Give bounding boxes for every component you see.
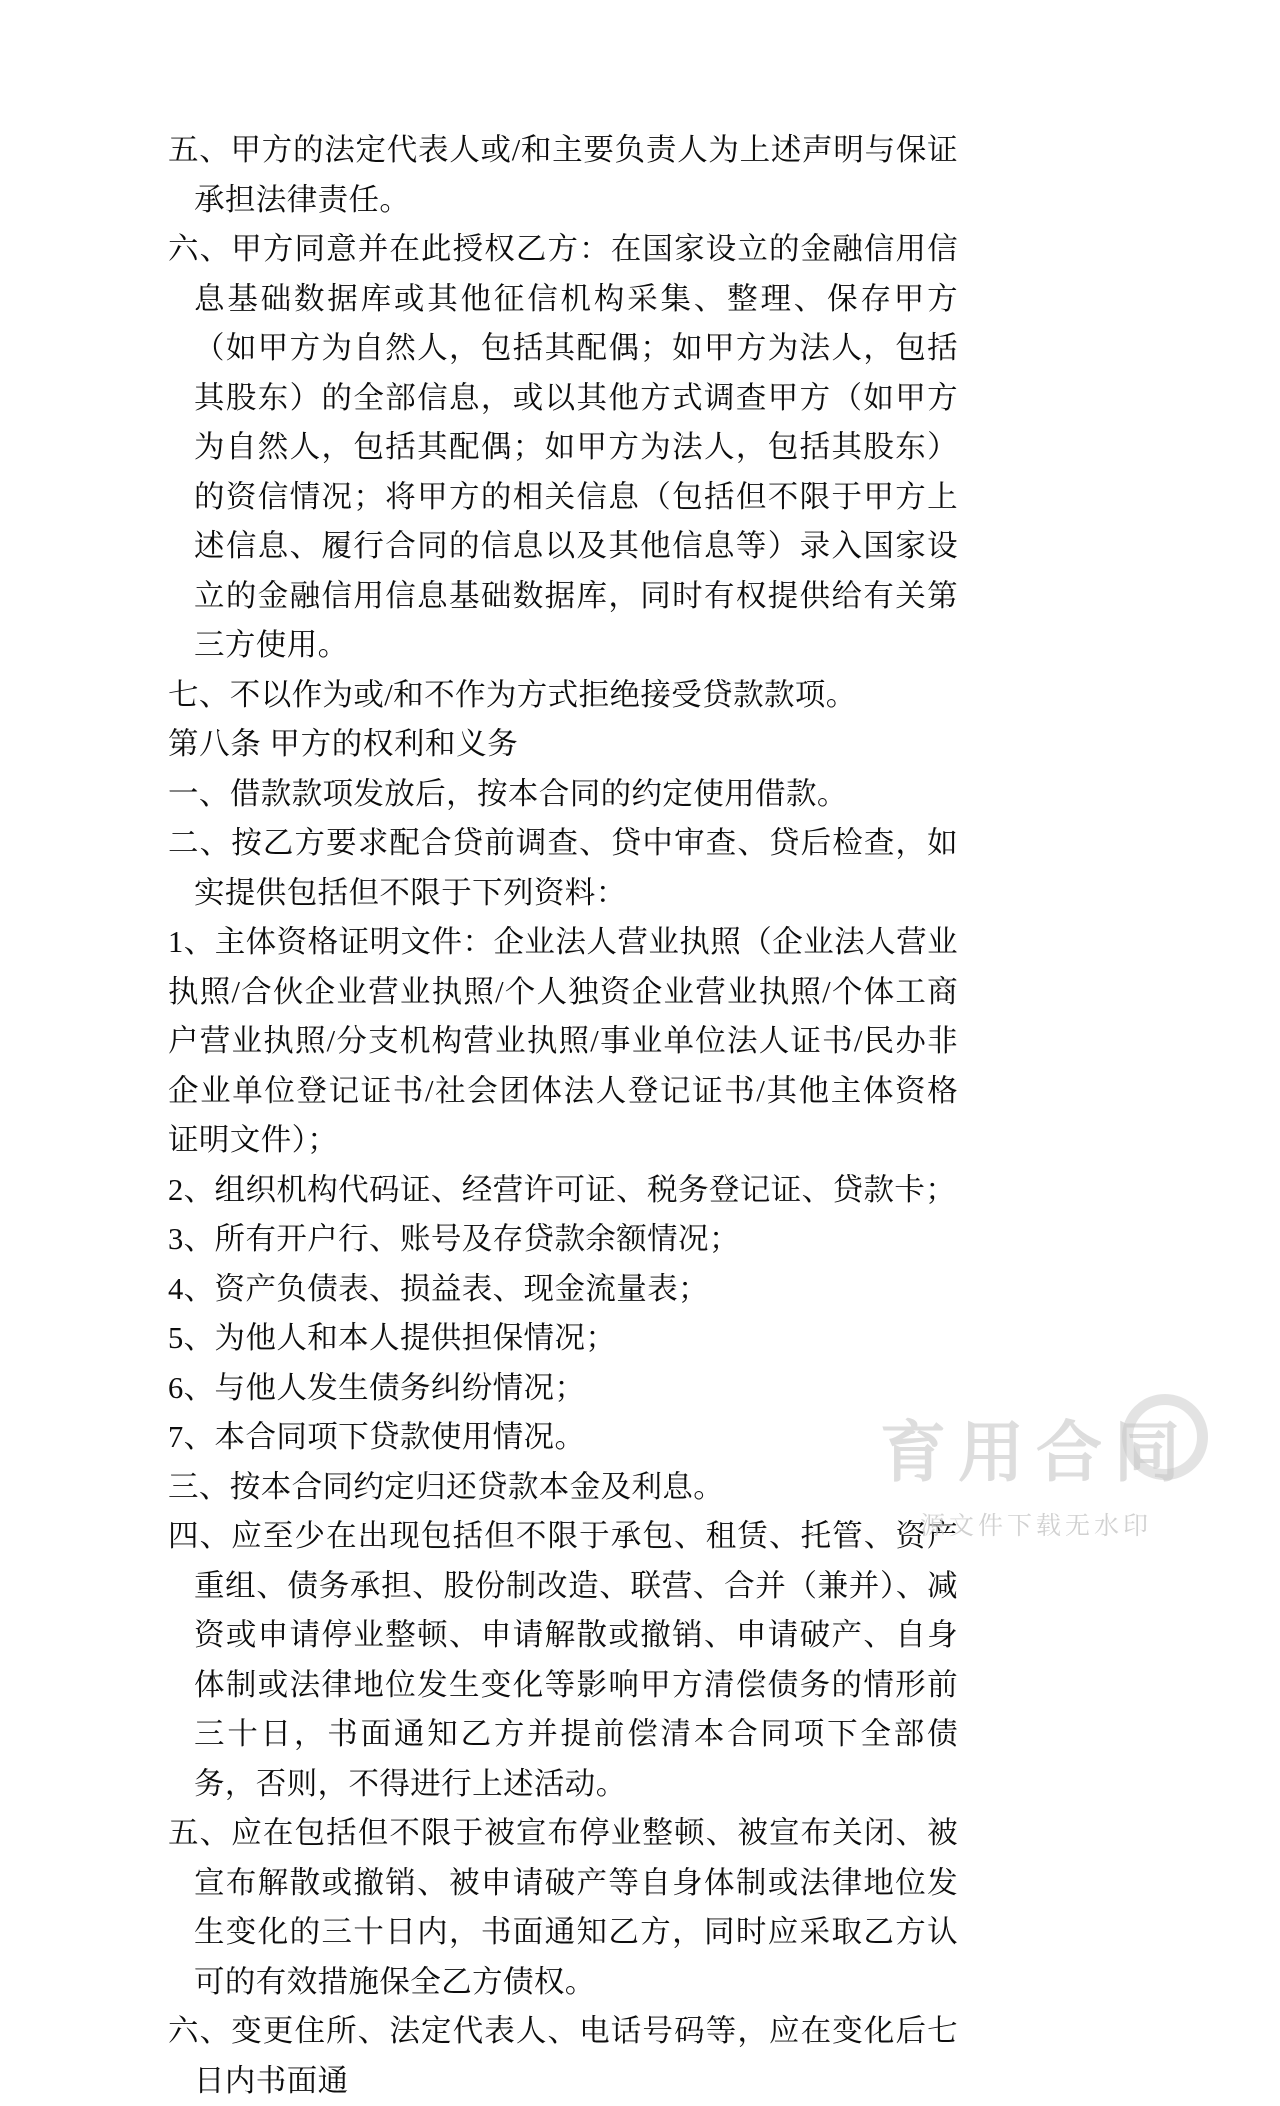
paragraph-article8-item5: 五、应在包括但不限于被宣布停业整顿、被宣布关闭、被宣布解散或撤销、被申请破产等自身体制或法律地位发生变化的三十日内，书面通知乙方，同时应采取乙方认可的有效措施保全乙方债权。 — [168, 1816, 958, 1999]
paragraph-article7-item7: 七、不以作为或/和不作为方式拒绝接受贷款款项。 — [168, 677, 857, 712]
list-item-2: 2、组织机构代码证、经营许可证、税务登记证、贷款卡； — [168, 1172, 957, 1207]
paragraph-article8-item2: 二、按乙方要求配合贷前调查、贷中审查、贷后检查，如实提供包括但不限于下列资料： — [168, 826, 958, 910]
heading-article-8: 第八条 甲方的权利和义务 — [168, 727, 519, 761]
paragraph-article7-item5: 五、甲方的法定代表人或/和主要负责人为上述声明与保证承担法律责任。 — [168, 133, 958, 217]
paragraph-article7-item6: 六、甲方同意并在此授权乙方：在国家设立的金融信用信息基础数据库或其他征信机构采集、整理、保存甲方（如甲方为自然人，包括其配偶；如甲方为法人，包括其股东）的全部信息，或以其他方式调查甲方（如甲方为自然人，包括其配偶；如甲方为法人，包括其股东）的资信情况；将甲方的相关信息（包括但不限于甲方上述信息、履行合同的信息以及其他信息等）录入国家设立的金融信用信息基础数据库，同时有权提供给有关第三方使用。 — [168, 232, 958, 662]
paragraph-article8-item1: 一、借款款项发放后，按本合同的约定使用借款。 — [168, 776, 848, 811]
list-item-3: 3、所有开户行、账号及存贷款余额情况； — [168, 1222, 740, 1256]
document-body — [168, 126, 958, 2106]
list-item-5: 5、为他人和本人提供担保情况； — [168, 1321, 617, 1355]
list-item-6: 6、与他人发生债务纠纷情况； — [168, 1370, 586, 1405]
paragraph-article8-item4: 四、应至少在出现包括但不限于承包、租赁、托管、资产重组、债务承担、股份制改造、联营、合并（兼并）、减资或申请停业整顿、申请解散或撤销、申请破产、自身体制或法律地位发生变化等影响甲方清偿债务的情形前三十日，书面通知乙方并提前偿清本合同项下全部债务，否则，不得进行上述活动。 — [168, 1519, 958, 1801]
watermark-sub-text: 源文件下载无水印 — [919, 1512, 1152, 1540]
list-item-4: 4、资产负债表、损益表、现金流量表； — [168, 1271, 709, 1306]
paragraph-article8-item6: 六、变更住所、法定代表人、电话号码等，应在变化后七日内书面通 — [168, 2014, 958, 2098]
list-item-1: 1、主体资格证明文件：企业法人营业执照（企业法人营业执照/合伙企业营业执照/个人独资企业营业执照/个体工商户营业执照/分支机构营业执照/事业单位法人证书/民办非企业单位登记证书/社会团体法人登记证书/其他主体资格证明文件）； — [168, 925, 958, 1157]
watermark-ring-decoration — [1122, 1394, 1208, 1480]
list-item-7: 7、本合同项下贷款使用情况。 — [168, 1420, 586, 1454]
paragraph-article8-item3: 三、按本合同约定归还贷款本金及利息。 — [168, 1469, 725, 1504]
watermark-main-text: 育用合同 — [880, 1415, 1192, 1490]
